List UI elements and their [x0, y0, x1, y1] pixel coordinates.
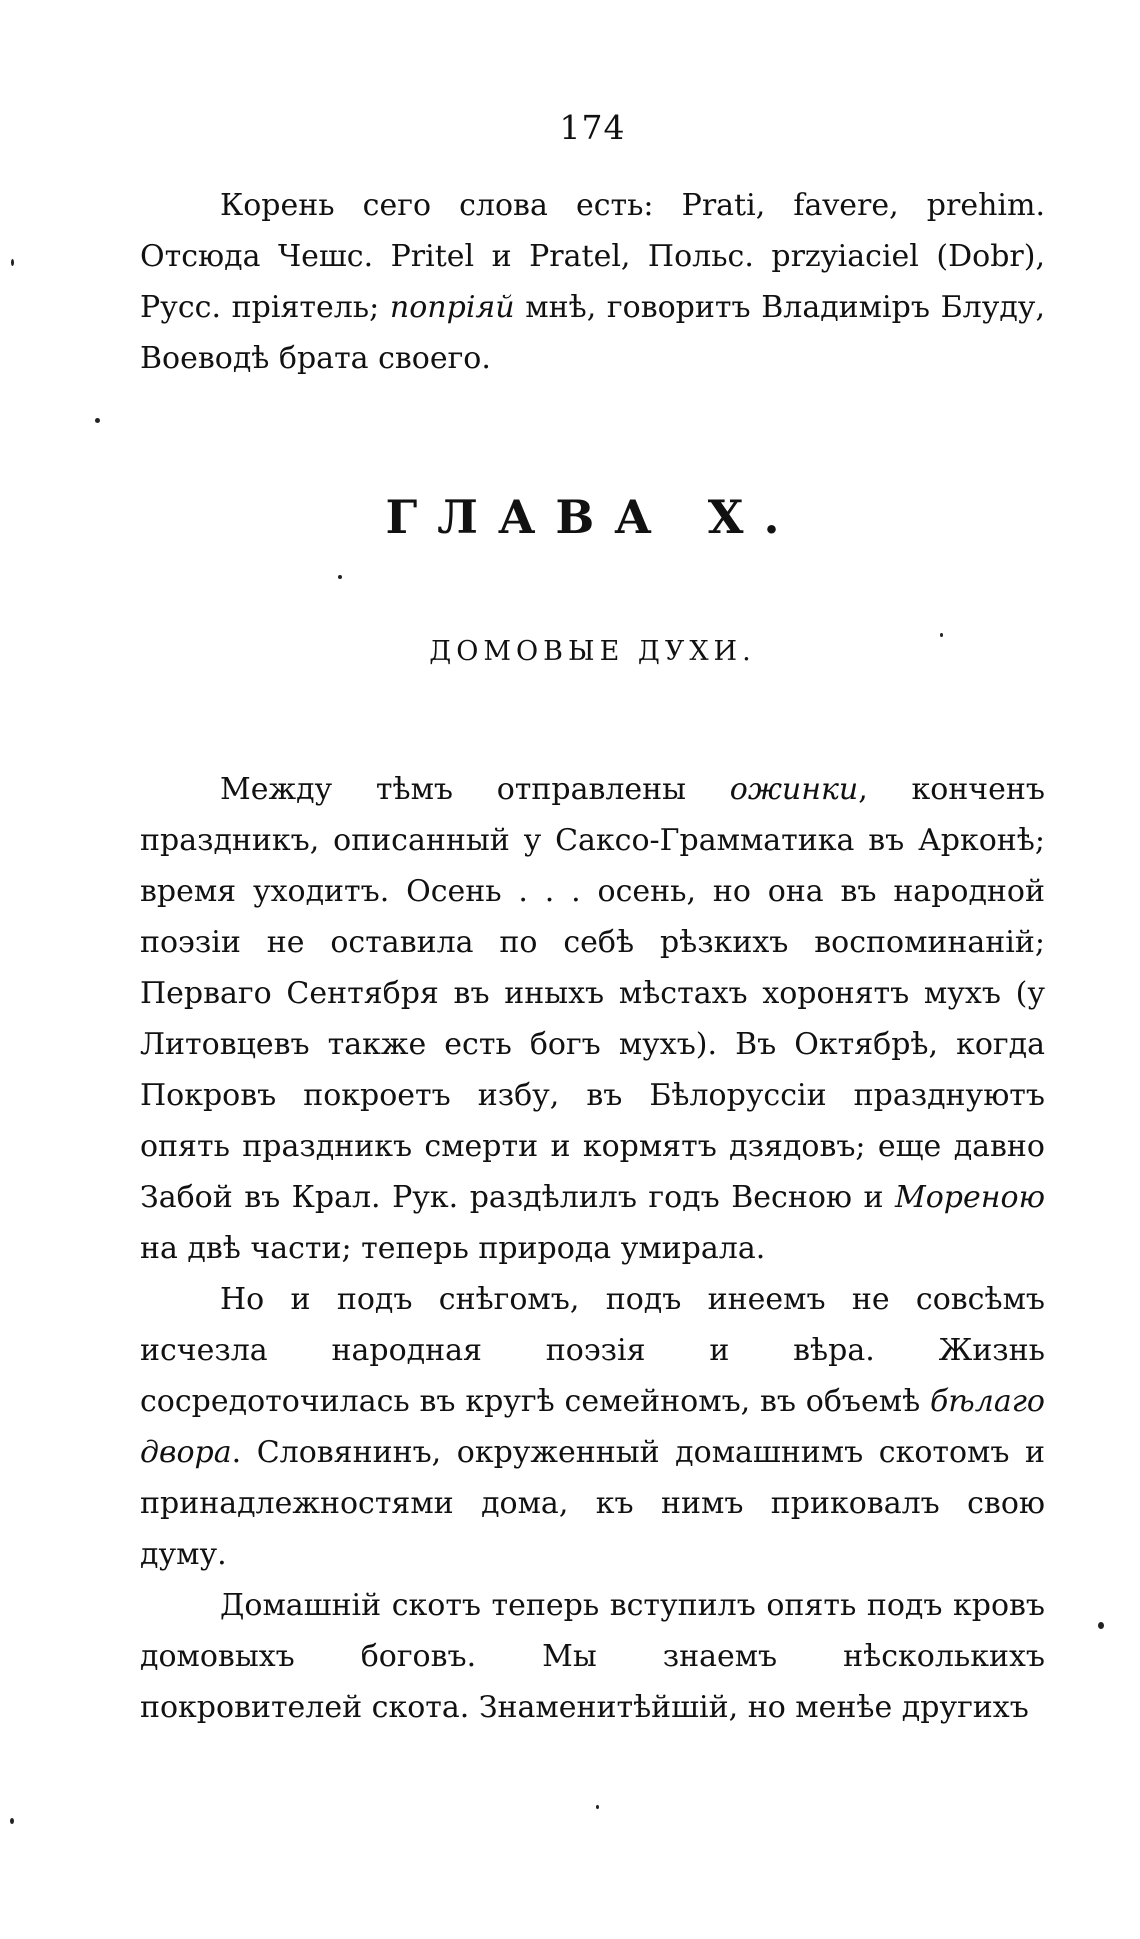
body-segment-italic: ожинки — [729, 772, 859, 807]
intro-segment: Корень сего слова есть: Prati, favere, prehim. Отсюда Чешс. Pritel и Pratel, Польс. przyiaciel (Dobr), Русс. пріятель; — [140, 188, 1045, 325]
body-segment: Домашній скотъ теперь вступилъ опять подъ кровъ домовыхъ боговъ. Мы знаемъ нѣсколькихъ покровителей скота. Знаменитѣйшій, но менѣе другихъ — [140, 1588, 1045, 1725]
body-paragraph — [140, 1274, 1045, 1580]
scan-speck — [95, 418, 100, 423]
intro-text — [140, 180, 1045, 384]
body-segment: Между тѣмъ отправлены — [220, 772, 730, 807]
body-segment: на двѣ части; теперь природа умирала. — [140, 1231, 766, 1266]
scan-speck — [940, 633, 943, 637]
scan-speck — [11, 259, 14, 266]
scan-speck — [10, 1818, 14, 1824]
page-number: 174 — [559, 108, 626, 147]
scan-speck — [596, 1805, 599, 1809]
body-segment-italic: Мореною — [895, 1180, 1045, 1215]
body-paragraph — [140, 764, 1045, 1274]
body-segment-italic: бѣлаго двора — [140, 1384, 1045, 1470]
intro-segment-italic: попріяй — [389, 290, 515, 325]
intro-paragraph — [140, 180, 1045, 384]
body-segment: , конченъ праздникъ, описанный у Саксо-Грамматика въ Арконѣ; время уходитъ. Осень . . . осень, но она въ народной поэзіи не оставила по себѣ рѣзкихъ воспоминаній; Перваго Сентября въ иныхъ мѣстахъ хоронятъ мухъ (у Литовцевъ также есть богъ мухъ). Въ Октябрѣ, когда Покровъ покроетъ избу, въ Бѣлоруссіи празднуютъ опять праздникъ смерти и кормятъ дзядовъ; еще давно Забой въ Крал. Рук. раздѣлилъ годъ Весною и — [140, 772, 1045, 1215]
body-segment: . Словянинъ, окруженный домашнимъ скотомъ и принадлежностями дома, къ нимъ приковалъ свою думу. — [140, 1435, 1045, 1572]
chapter-title: ГЛАВА X. — [385, 490, 800, 544]
body-paragraph — [140, 1580, 1045, 1733]
intro-segment: мнѣ, говоритъ Владиміръ Блуду, Воеводѣ брата своего. — [140, 290, 1045, 376]
body-segment: Но и подъ снѣгомъ, подъ инеемъ не совсѣмъ исчезла народная поэзія и вѣра. Жизнь сосредоточилась въ кругѣ семейномъ, въ объемѣ — [140, 1282, 1045, 1419]
scan-speck — [1098, 1622, 1104, 1629]
chapter-body — [140, 764, 1045, 1733]
scan-speck — [338, 575, 342, 579]
chapter-subtitle: ДОМОВЫЕ ДУХИ. — [429, 636, 756, 667]
